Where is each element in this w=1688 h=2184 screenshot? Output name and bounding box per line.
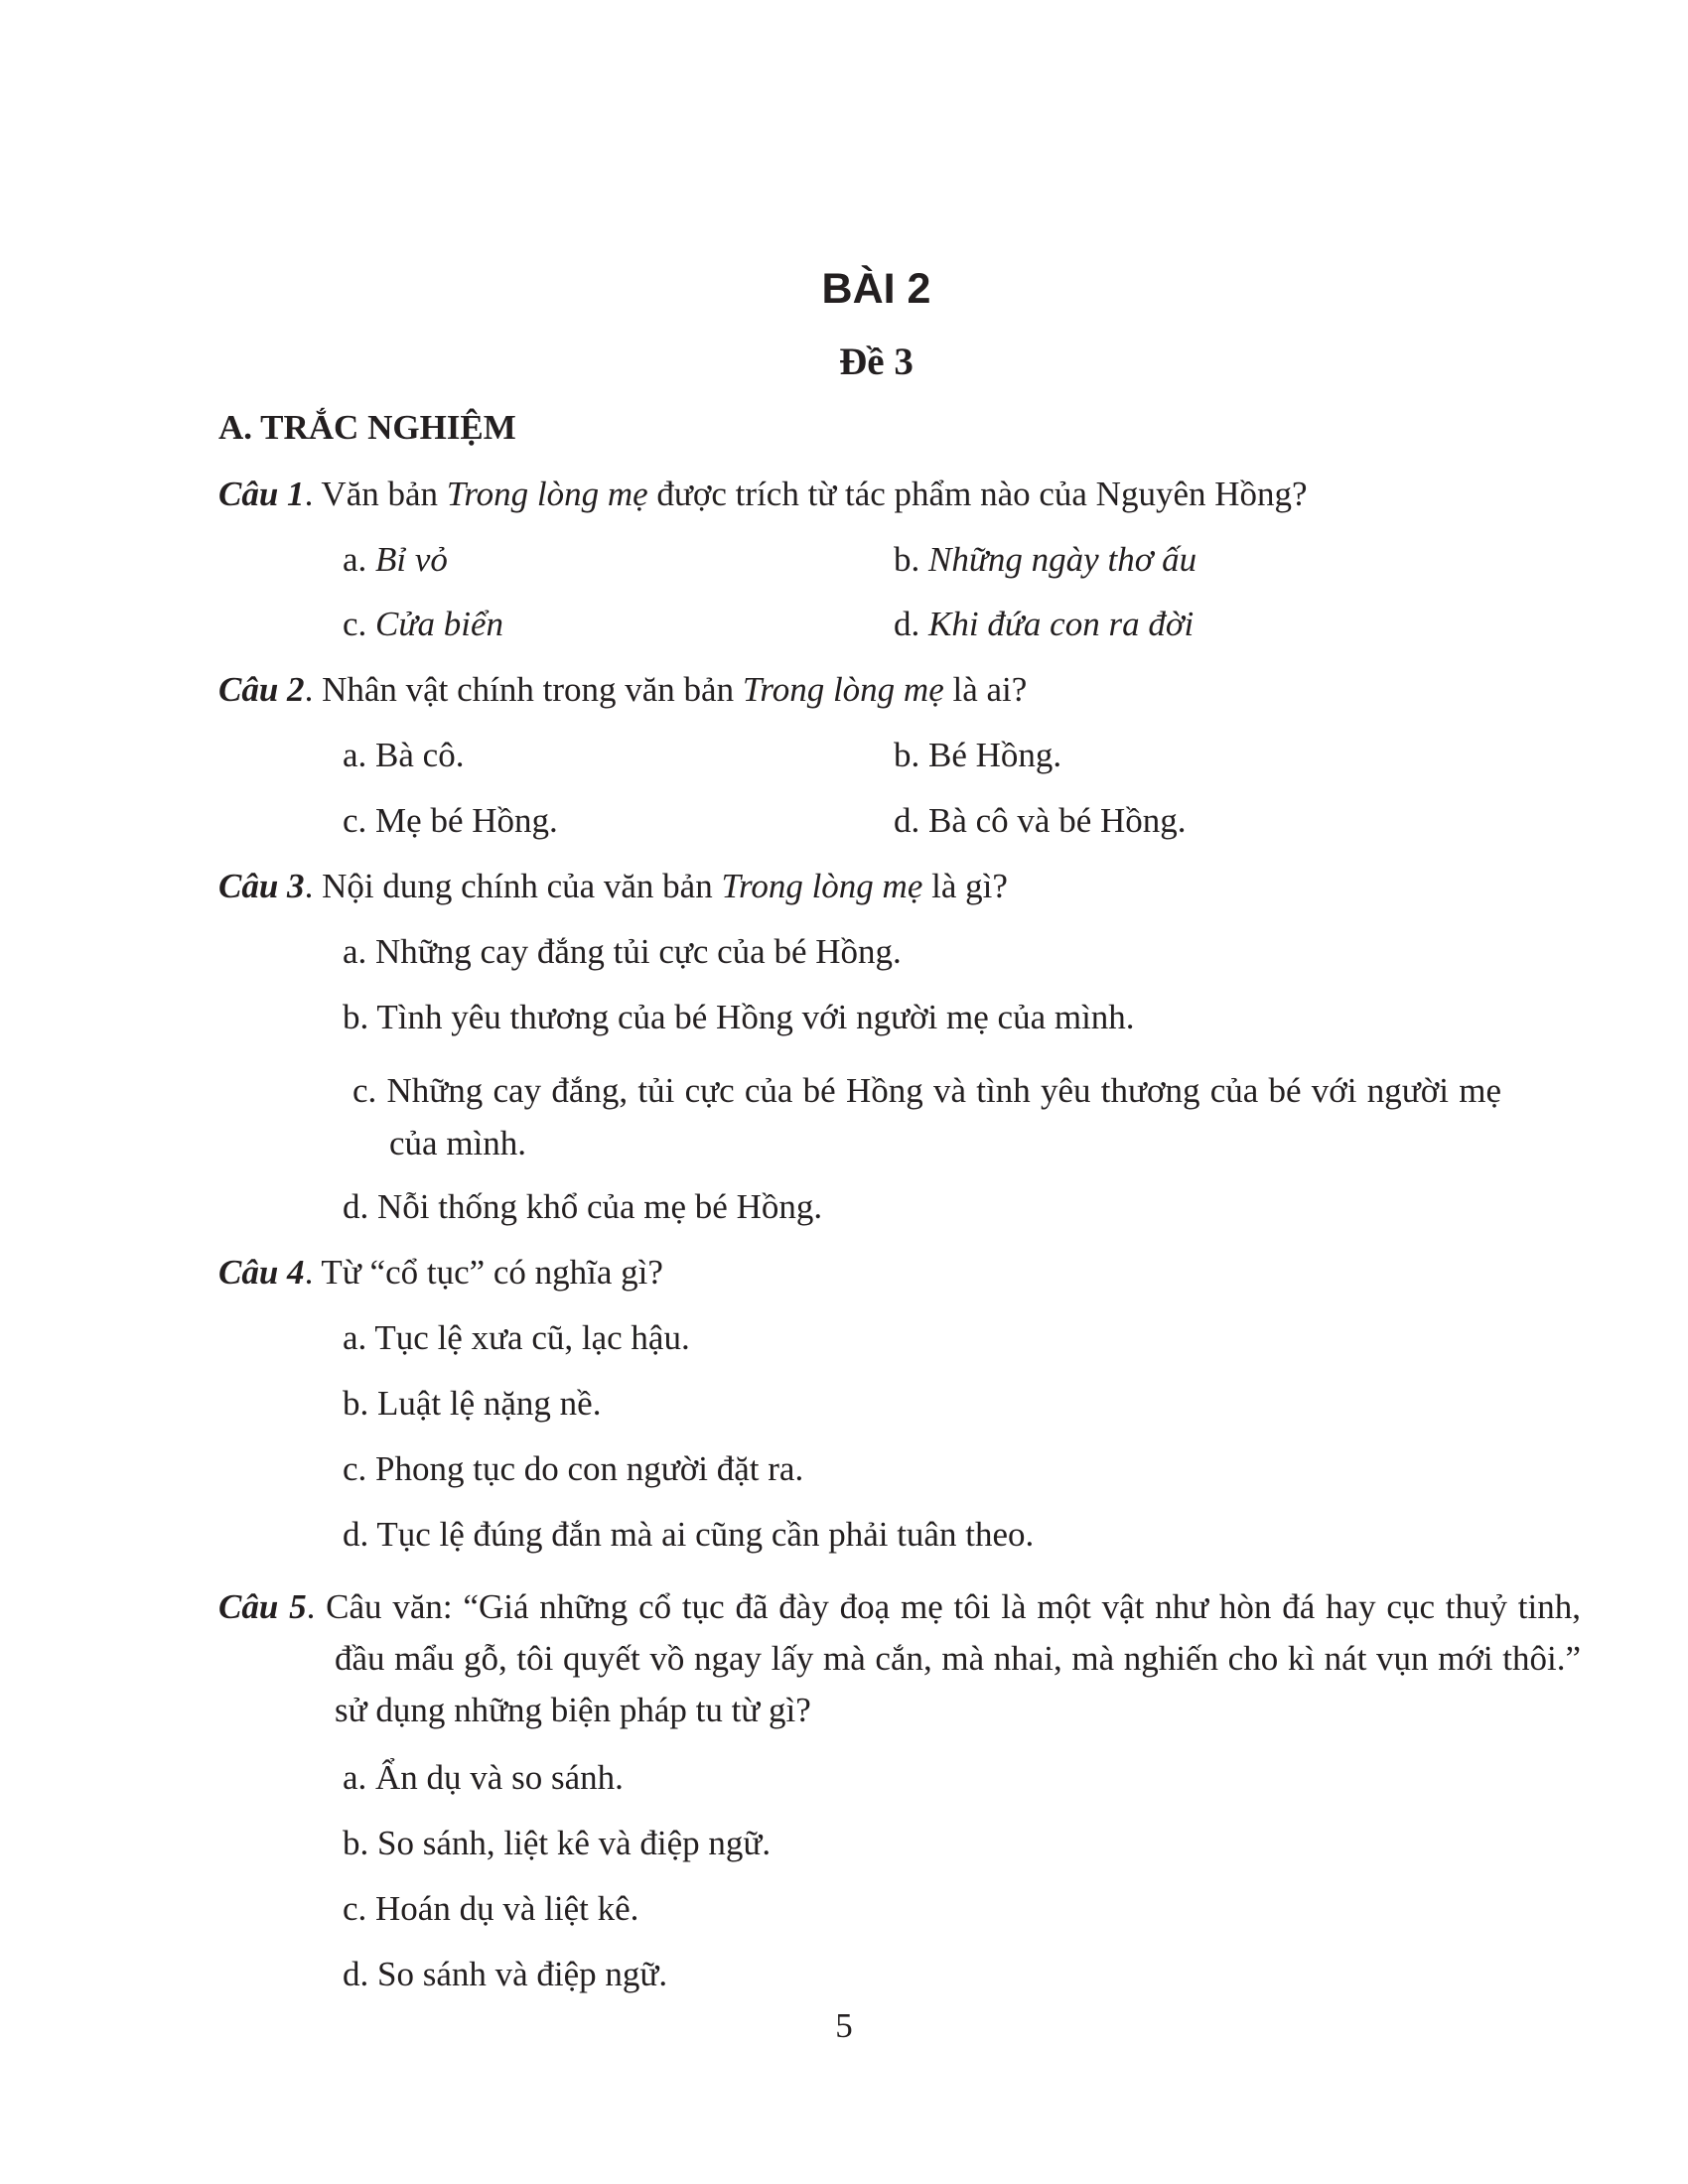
question-1-option-b (894, 539, 1196, 581)
question-2-option-a: a. Bà cô. (343, 736, 465, 774)
question-text: . Văn bản (304, 475, 447, 513)
option-text: Bỉ vỏ (375, 540, 448, 579)
question-label: Câu 4 (218, 1253, 305, 1292)
question-5-option-a: a. Ẩn dụ và so sánh. (343, 1758, 624, 1797)
question-1-stem (218, 474, 1308, 515)
page-number: 5 (835, 2006, 853, 2045)
question-3-option-d: d. Nỗi thống khổ của mẹ bé Hồng. (343, 1187, 823, 1226)
question-label: Câu 2 (218, 670, 305, 709)
question-1-option-d (894, 604, 1194, 645)
option-text: Những ngày thơ ấu (928, 540, 1197, 579)
question-4-option-c: c. Phong tục do con người đặt ra. (343, 1449, 804, 1488)
work-title: Trong lòng mẹ (721, 867, 923, 905)
question-text: là gì? (922, 867, 1008, 905)
question-5-option-d: d. So sánh và điệp ngữ. (343, 1955, 668, 1993)
question-3-option-b: b. Tình yêu thương của bé Hồng với người mẹ của mình. (343, 998, 1135, 1036)
question-4-stem (218, 1252, 663, 1294)
option-text: Khi đứa con ra đời (928, 605, 1195, 643)
question-text: . Từ “cổ tục” có nghĩa gì? (304, 1253, 663, 1292)
question-label: Câu 5 (218, 1587, 307, 1626)
work-title: Trong lòng mẹ (742, 670, 944, 709)
question-text: . Nội dung chính của văn bản (304, 867, 722, 905)
option-letter: a. (343, 540, 376, 579)
question-text: . Nhân vật chính trong văn bản (304, 670, 743, 709)
question-4-option-b: b. Luật lệ nặng nề. (343, 1384, 602, 1423)
question-3-option-a: a. Những cay đắng tủi cực của bé Hồng. (343, 932, 902, 971)
question-4-option-a: a. Tục lệ xưa cũ, lạc hậu. (343, 1318, 690, 1357)
question-text: là ai? (943, 670, 1028, 709)
lesson-title: BÀI 2 (821, 265, 931, 313)
option-letter: d. (894, 605, 928, 643)
question-5-stem (218, 1581, 1581, 1736)
question-2-option-c: c. Mẹ bé Hồng. (343, 801, 558, 840)
question-label: Câu 3 (218, 867, 305, 905)
question-text: được trích từ tác phẩm nào của Nguyên Hồng? (647, 475, 1308, 513)
question-2-stem (218, 669, 1027, 711)
question-3-option-c: c. Những cay đắng, tủi cực của bé Hồng và tình yêu thương của bé với người mẹ của mình. (352, 1071, 1501, 1162)
question-1-option-c (343, 604, 503, 645)
section-title: A. TRẮC NGHIỆM (218, 408, 516, 447)
question-3-stem (218, 866, 1008, 907)
exam-title: Đề 3 (839, 341, 914, 383)
question-5-option-b: b. So sánh, liệt kê và điệp ngữ. (343, 1824, 772, 1862)
option-text: Cửa biển (375, 605, 503, 643)
question-label: Câu 1 (218, 475, 305, 513)
question-1-option-a (343, 539, 448, 581)
option-letter: b. (894, 540, 928, 579)
question-4-option-d: d. Tục lệ đúng đắn mà ai cũng cần phải tuân theo. (343, 1515, 1035, 1554)
question-2-option-d: d. Bà cô và bé Hồng. (894, 801, 1187, 840)
option-letter: c. (343, 605, 376, 643)
work-title: Trong lòng mẹ (446, 475, 648, 513)
question-2-option-b: b. Bé Hồng. (894, 736, 1062, 774)
question-text: . Câu văn: “Giá những cổ tục đã đày đoạ mẹ tôi là một vật như hòn đá hay cục thuỷ tinh, đầu mẩu gỗ, tôi quyết vồ ngay lấy mà cắn, mà nhai, mà nghiến cho kì nát vụn mới thôi.” sử dụng những biện pháp tu từ gì? (306, 1587, 1582, 1729)
question-5-option-c: c. Hoán dụ và liệt kê. (343, 1889, 639, 1928)
